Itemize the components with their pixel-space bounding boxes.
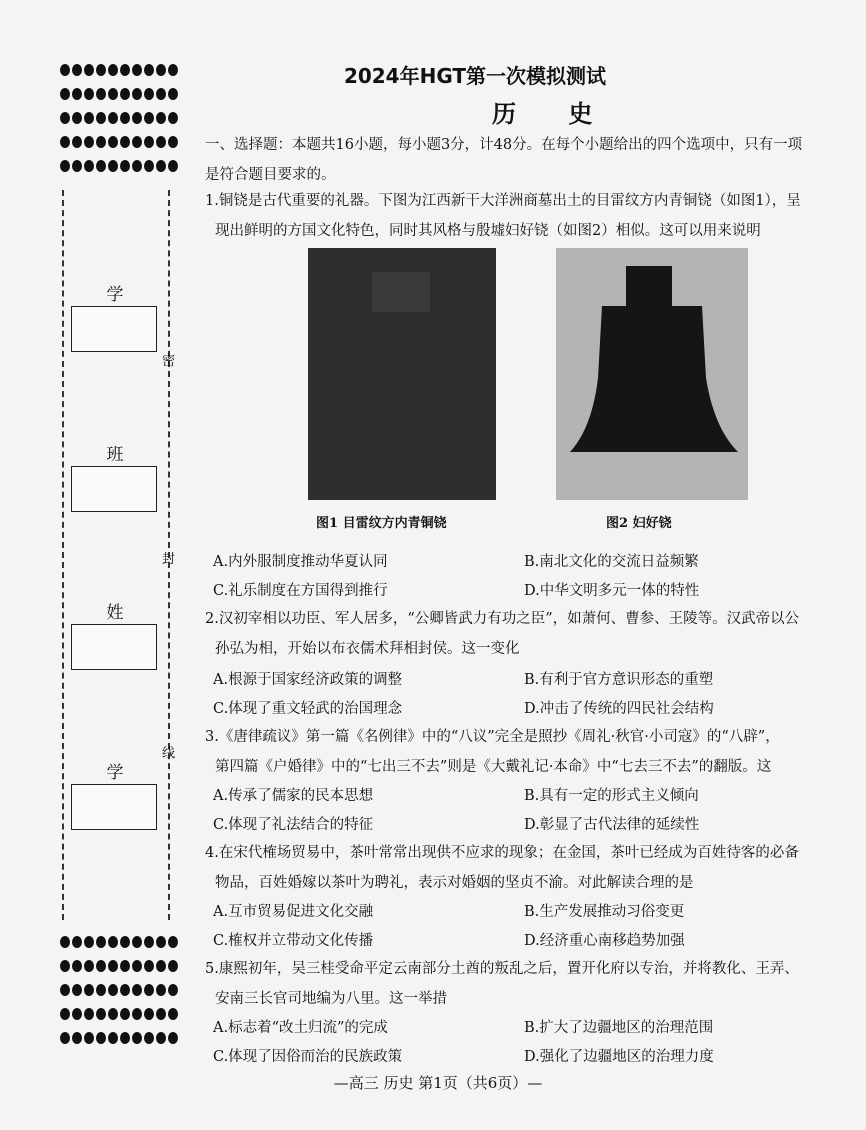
q5-option-c: C.体现了因俗而治的民族政策 [213, 1049, 403, 1065]
q3-option-a: A.传承了儒家的民本思想 [213, 788, 374, 804]
q2-option-b: B.有利于官方意识形态的重塑 [524, 672, 714, 688]
q1-option-a: A.内外服制度推动华夏认同 [213, 554, 388, 570]
instruction-line-1: 一、选择题：本题共16小题，每小题3分，计48分。在每个小题给出的四个选项中，只有一项 [205, 137, 803, 153]
binding-line-left [62, 190, 64, 920]
q4-option-b: B.生产发展推动习俗变更 [524, 904, 685, 920]
binding-dots-bottom [60, 930, 186, 1050]
q4-line-1: 4.在宋代榷场贸易中，茶叶常常出现供不应求的现象；在金国，茶叶已经成为百姓待客的必备 [205, 845, 799, 861]
q2-option-c: C.体现了重文轻武的治国理念 [213, 701, 403, 717]
cut-char-1: 密 [162, 354, 176, 369]
instruction-line-2: 是符合题目要求的。 [205, 167, 336, 183]
q5-line-2: 安南三长官司地编为八里。这一举措 [215, 991, 447, 1007]
q3-line-1: 3.《唐律疏议》第一篇《名例律》中的“八议”完全是照抄《周礼·秋官·小司寇》的“八辟”， [205, 729, 780, 745]
question-2-stem [205, 604, 850, 664]
class-label: 班 [106, 445, 136, 465]
student-id-field[interactable] [71, 784, 157, 830]
question-1-stem [205, 186, 850, 246]
q4-line-2: 物品，百姓婚嫁以茶叶为聘礼，表示对婚姻的坚贞不渝。对此解读合理的是 [215, 875, 694, 891]
q5-line-1: 5.康熙初年，吴三桂受命平定云南部分土酋的叛乱之后，置开化府以专治，并将教化、王弄、 [205, 961, 799, 977]
exam-title: 2024年HGT第一次模拟测试 [343, 64, 607, 88]
class-field[interactable] [71, 466, 157, 512]
student-id-label: 学 [106, 763, 136, 783]
q1-option-b: B.南北文化的交流日益频繁 [524, 554, 699, 570]
figure-2-caption: 图2 妇好铙 [606, 516, 672, 531]
page-footer: —高三 历史 第1页（共6页）— [333, 1074, 543, 1092]
school-field[interactable] [71, 306, 157, 352]
cut-char-2: 封 [162, 552, 176, 567]
q2-option-a: A.根源于国家经济政策的调整 [213, 672, 403, 688]
q1-option-c: C.礼乐制度在方国得到推行 [213, 583, 388, 599]
figure-1-caption: 图1 目雷纹方内青铜铙 [316, 516, 447, 531]
q2-line-2: 孙弘为相，开始以布衣儒术拜相封侯。这一变化 [215, 641, 520, 657]
q5-option-d: D.强化了边疆地区的治理力度 [524, 1049, 714, 1065]
figure-1-bronze-nao [308, 248, 496, 500]
figure-2-fuhao-nao [556, 248, 748, 500]
question-4-stem [205, 838, 850, 898]
q3-line-2: 第四篇《户婚律》中的“七出三不去”则是《大戴礼记·本命》中“七去三不去”的翻版。这 [215, 759, 772, 775]
q4-option-a: A.互市贸易促进文化交融 [213, 904, 374, 920]
cut-char-3: 线 [162, 746, 176, 761]
q1-line-1: 1.铜铙是古代重要的礼器。下图为江西新干大洋洲商墓出土的目雷纹方内青铜铙（如图1），呈 [205, 193, 801, 209]
q3-option-d: D.彰显了古代法律的延续性 [524, 817, 700, 833]
name-label: 姓 [106, 603, 136, 623]
q3-option-c: C.体现了礼法结合的特征 [213, 817, 374, 833]
question-3-stem [205, 722, 850, 782]
q2-line-1: 2.汉初宰相以功臣、军人居多，“公卿皆武力有功之臣”，如萧何、曹参、王陵等。汉武帝以公 [205, 611, 800, 627]
q3-option-b: B.具有一定的形式主义倾向 [524, 788, 699, 804]
q1-option-d: D.中华文明多元一体的特性 [524, 583, 700, 599]
q4-option-d: D.经济重心南移趋势加强 [524, 933, 685, 949]
school-label: 学 [106, 285, 136, 305]
q5-option-a: A.标志着“改土归流”的完成 [213, 1020, 388, 1036]
section-instruction [205, 130, 850, 190]
q2-option-d: D.冲击了传统的四民社会结构 [524, 701, 714, 717]
name-field[interactable] [71, 624, 157, 670]
q5-option-b: B.扩大了边疆地区的治理范围 [524, 1020, 714, 1036]
question-5-stem [205, 954, 850, 1014]
subject-title: 历 史 [492, 100, 615, 128]
figure-1-handle [372, 272, 430, 312]
q4-option-c: C.榷权并立带动文化传播 [213, 933, 374, 949]
q1-line-2: 现出鲜明的方国文化特色，同时其风格与殷墟妇好铙（如图2）相似。这可以用来说明 [215, 223, 761, 239]
